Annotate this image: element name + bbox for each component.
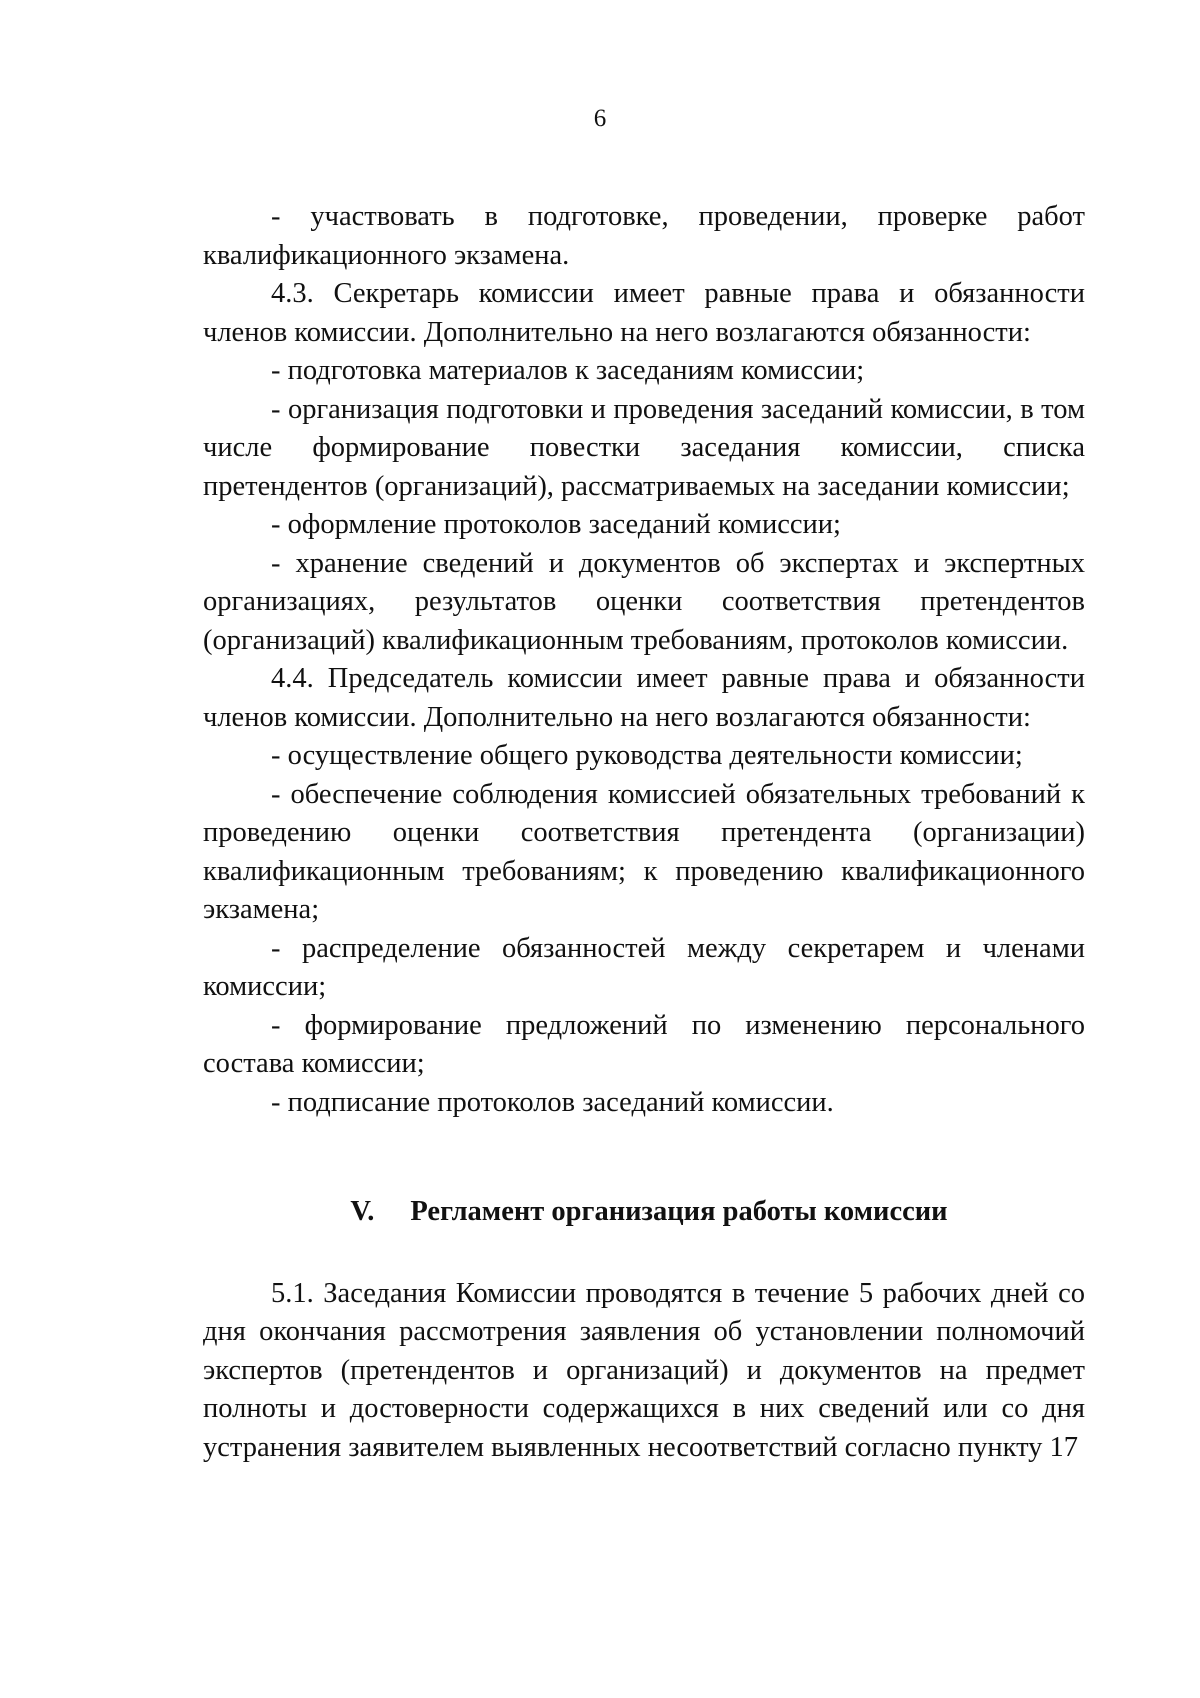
paragraph-4-3-secretary: 4.3. Секретарь комиссии имеет равные права и обязанности членов комиссии. Дополнительно на него возлагаются обязанности: — [203, 278, 1085, 348]
list-item-materials: - подготовка материалов к заседаниям комиссии; — [271, 355, 865, 386]
document-body — [203, 198, 1085, 1467]
section-heading — [203, 1193, 1085, 1232]
list-item-signing: - подписание протоколов заседаний комиссии. — [271, 1086, 834, 1118]
paragraph-4-4-chairman: 4.4. Председатель комиссии имеет равные права и обязанности членов комиссии. Дополнительно на него возлагаются обязанности: — [203, 663, 1085, 733]
list-item-proposals: - формирование предложений по изменению персонального состава комиссии; — [203, 1009, 1085, 1079]
page-number: 6 — [593, 105, 607, 132]
list-item-compliance: - обеспечение соблюдения комиссией обязательных требований к проведению оценки соответствия претендента (организации) квалификационным требованиям; к проведению квалификационного экзамена; — [203, 778, 1085, 925]
paragraph-5-1-meetings: 5.1. Заседания Комиссии проводятся в течение 5 рабочих дней со дня окончания рассмотрения заявления об установлении полномочий экспертов (претендентов и организаций) и документов на предмет полноты и достоверности содержащихся в них сведений или со дня устранения заявителем выявленных несоответствий согласно пункту 17 — [203, 1277, 1085, 1463]
list-item-storage: - хранение сведений и документов об экспертах и экспертных организациях, результатов оценки соответствия претендентов (организаций) квалификационным требованиям, протоколов комиссии. — [203, 547, 1085, 656]
paragraph-exam-participation: - участвовать в подготовке, проведении, проверке работ квалификационного экзамена. — [203, 201, 1085, 271]
list-item-protocols: - оформление протоколов заседаний комиссии; — [271, 509, 841, 540]
section-title: Регламент организация работы комиссии — [410, 1196, 948, 1227]
list-item-organization: - организация подготовки и проведения заседаний комиссии, в том числе формирование повестки заседания комиссии, списка претендентов (организаций), рассматриваемых на заседании комиссии; — [203, 393, 1085, 502]
section-number: V. — [350, 1196, 375, 1227]
list-item-general-management: - осуществление общего руководства деятельности комиссии; — [271, 740, 1023, 771]
list-item-distribution: - распределение обязанностей между секретарем и членами комиссии; — [203, 932, 1085, 1002]
